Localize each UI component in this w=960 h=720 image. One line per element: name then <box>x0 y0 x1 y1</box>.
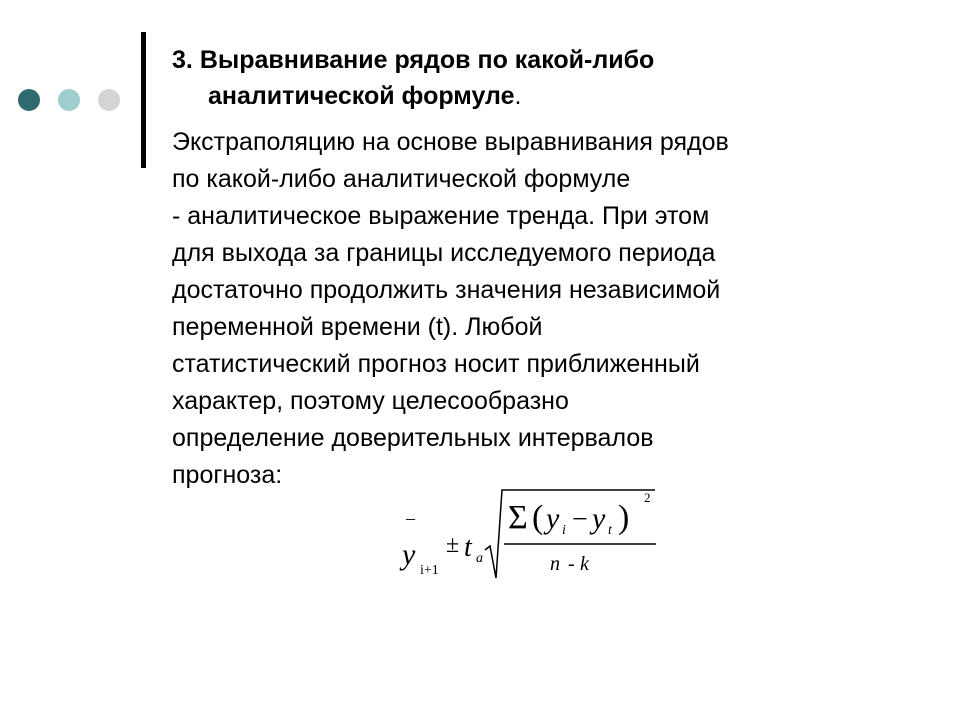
formula-y: y <box>402 538 416 571</box>
body-line: по какой-либо аналитической формуле <box>172 165 631 193</box>
confidence-interval-formula <box>390 484 670 584</box>
formula-sub-yi: i <box>562 523 566 538</box>
heading-number: 3. <box>172 46 193 74</box>
heading-end: . <box>514 82 522 110</box>
formula-rparen: ) <box>618 499 630 536</box>
formula-square: 2 <box>644 490 651 505</box>
formula-minus: − <box>572 504 588 535</box>
formula-sub-y: i+1 <box>420 563 439 578</box>
formula-yt: y <box>592 502 606 535</box>
formula-pm: ± <box>446 532 460 558</box>
formula-yi: y <box>546 502 560 535</box>
body-line: для выхода за границы исследуемого периода <box>172 239 716 267</box>
heading-line2: аналитической формуле <box>208 82 515 110</box>
decor-vertical-bar <box>141 32 146 168</box>
body-line: - аналитическое выражение тренда. При этом <box>172 202 710 230</box>
body-line: Экстраполяцию на основе выравнивания рядов <box>172 128 729 156</box>
decor-dot-gray <box>98 89 120 111</box>
body-line: прогноза: <box>172 461 283 489</box>
slide-heading <box>172 42 932 114</box>
body-line: определение доверительных интервалов <box>172 424 654 452</box>
body-line: достаточно продолжить значения независимой <box>172 276 721 304</box>
formula-lparen: ( <box>532 499 544 536</box>
formula-sub-yt: t <box>608 523 612 538</box>
formula-sub-t: a <box>476 551 483 566</box>
body-paragraph <box>172 124 932 494</box>
formula-sum: Σ <box>508 499 528 536</box>
body-line: характер, поэтому целесообразно <box>172 387 569 415</box>
body-line: статистический прогноз носит приближенный <box>172 350 700 378</box>
body-line: переменной времени (t). Любой <box>172 313 543 341</box>
slide-content <box>172 42 932 494</box>
formula-bar: – <box>406 508 415 528</box>
formula-k: k <box>580 553 589 575</box>
decor-dot-dark <box>18 89 40 111</box>
heading-line1: Выравнивание рядов по какой-либо <box>199 46 655 74</box>
formula-t: t <box>464 532 472 563</box>
formula-n: n <box>550 553 560 575</box>
formula-minus2: - <box>568 553 575 575</box>
decor-dot-teal <box>58 89 80 111</box>
